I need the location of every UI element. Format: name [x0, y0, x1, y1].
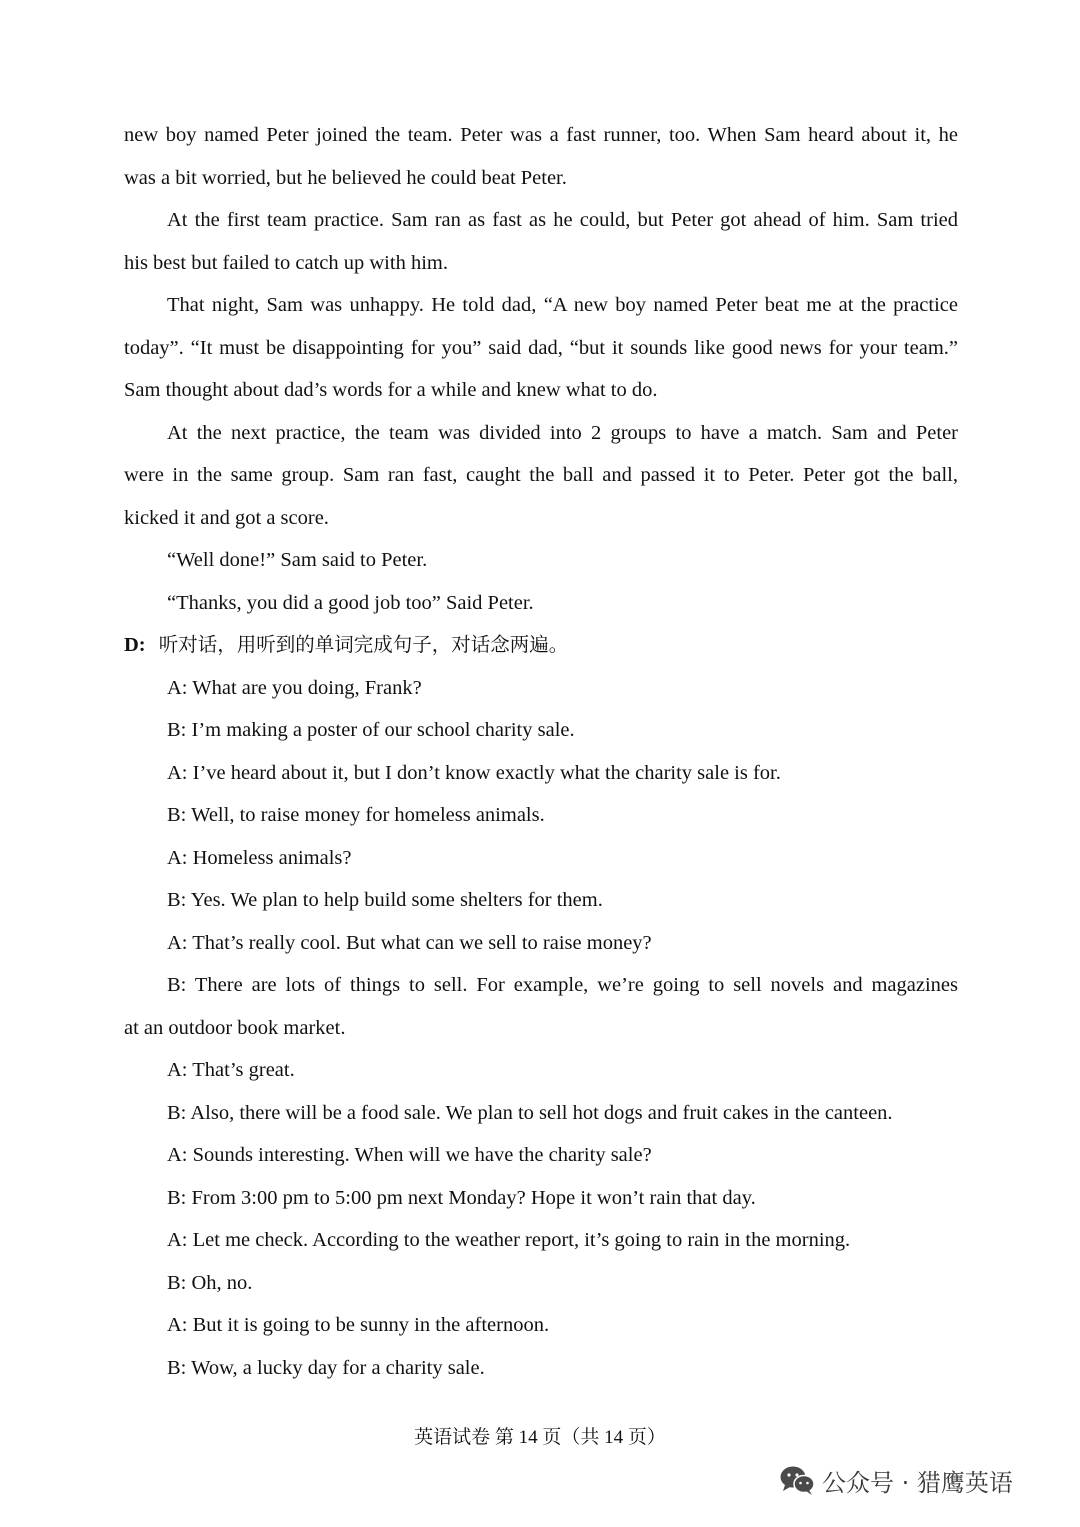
- dialogue-line: B: Wow, a lucky day for a charity sale.: [167, 1357, 485, 1379]
- dialogue-line: at an outdoor book market.: [124, 1017, 346, 1039]
- dialogue-line: A: What are you doing, Frank?: [167, 677, 422, 699]
- dialogue-line: B: Also, there will be a food sale. We plan to sell hot dogs and fruit cakes in the canteen.: [167, 1102, 893, 1124]
- passage-line: his best but failed to catch up with him.: [124, 252, 448, 274]
- section-instruction: 听对话，用听到的单词完成句子，对话念两遍。: [158, 633, 569, 656]
- page-footer: 英语试卷 第 14 页（共 14 页）: [414, 1427, 666, 1448]
- section-d-heading: [124, 633, 958, 657]
- passage-line: Sam thought about dad’s words for a while and knew what to do.: [124, 379, 658, 401]
- dialogue-line: B: I’m making a poster of our school charity sale.: [167, 719, 575, 741]
- dialogue-line: B: There are lots of things to sell. For example, we’re going to sell novels and magazines: [167, 974, 958, 996]
- dialogue-line: A: Sounds interesting. When will we have the charity sale?: [167, 1144, 652, 1166]
- dialogue-line: A: Let me check. According to the weather report, it’s going to rain in the morning.: [167, 1229, 851, 1251]
- passage-line: new boy named Peter joined the team. Peter was a fast runner, too. When Sam heard about it, he: [124, 124, 958, 146]
- watermark: [778, 1462, 1013, 1498]
- wechat-icon: [778, 1463, 816, 1497]
- dialogue-line: B: From 3:00 pm to 5:00 pm next Monday? Hope it won’t rain that day.: [167, 1187, 756, 1209]
- passage-line: kicked it and got a score.: [124, 507, 329, 529]
- passage-line: At the first team practice. Sam ran as fast as he could, but Peter got ahead of him. Sam tried: [167, 209, 958, 231]
- dialogue-line: B: Well, to raise money for homeless animals.: [167, 804, 545, 826]
- dialogue-line: A: Homeless animals?: [167, 847, 352, 869]
- section-label: D:: [124, 634, 146, 656]
- passage-line: was a bit worried, but he believed he could beat Peter.: [124, 167, 567, 189]
- watermark-text: 公众号 · 猎鹰英语: [822, 1468, 1013, 1497]
- passage-line: were in the same group. Sam ran fast, caught the ball and passed it to Peter. Peter got the ball,: [124, 464, 958, 486]
- dialogue-line: A: That’s really cool. But what can we sell to raise money?: [167, 932, 652, 954]
- passage-line: At the next practice, the team was divided into 2 groups to have a match. Sam and Peter: [167, 422, 958, 444]
- dialogue-line: B: Oh, no.: [167, 1272, 253, 1294]
- passage-line: “Thanks, you did a good job too” Said Peter.: [167, 592, 534, 614]
- dialogue-line: B: Yes. We plan to help build some shelters for them.: [167, 889, 603, 911]
- passage-line: “Well done!” Sam said to Peter.: [167, 549, 428, 571]
- dialogue-line: A: I’ve heard about it, but I don’t know exactly what the charity sale is for.: [167, 762, 781, 784]
- passage-line: That night, Sam was unhappy. He told dad, “A new boy named Peter beat me at the practice: [167, 294, 958, 316]
- dialogue-line: A: That’s great.: [167, 1059, 295, 1081]
- dialogue-line: A: But it is going to be sunny in the afternoon.: [167, 1314, 550, 1336]
- passage-line: today”. “It must be disappointing for you” said dad, “but it sounds like good news for your team.”: [124, 337, 958, 359]
